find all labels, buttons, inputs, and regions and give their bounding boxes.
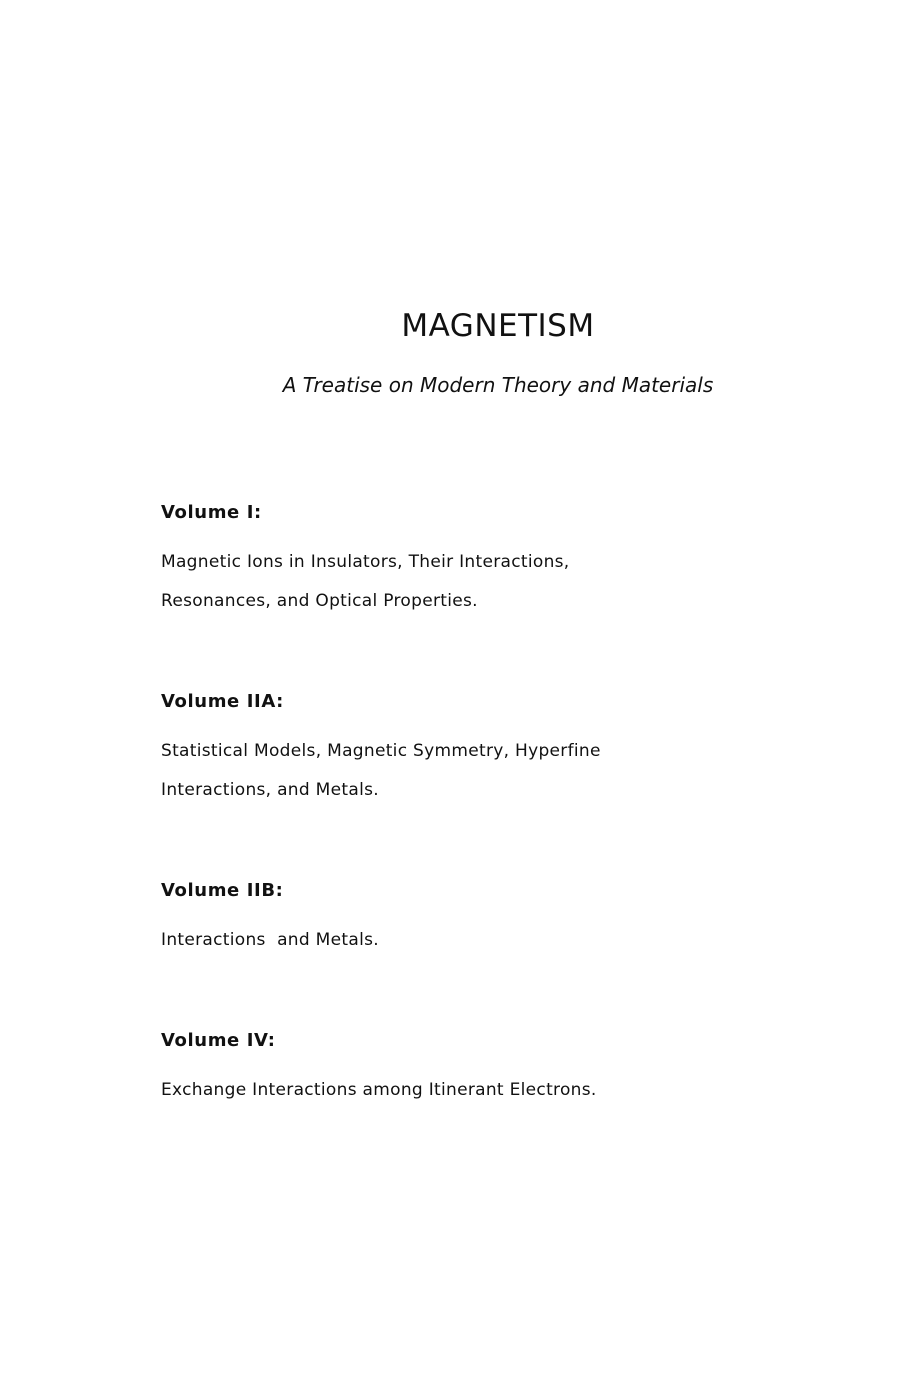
volume-description-line: Interactions and Metals. — [161, 930, 379, 950]
volume-description-line: Resonances, and Optical Properties. — [161, 591, 478, 611]
volume-entry — [161, 691, 861, 801]
volume-heading: Volume IIA: — [161, 691, 284, 712]
volume-heading: Volume I: — [161, 502, 262, 523]
book-subtitle: A Treatise on Modern Theory and Materials — [282, 373, 714, 397]
book-title: MAGNETISM — [401, 308, 595, 344]
volume-description-line: Magnetic Ions in Insulators, Their Interactions, — [161, 552, 570, 572]
volume-description-line: Interactions, and Metals. — [161, 780, 379, 800]
volume-description-line: Statistical Models, Magnetic Symmetry, Hyperfine — [161, 741, 601, 761]
volume-description-line: Exchange Interactions among Itinerant Electrons. — [161, 1080, 597, 1100]
volume-entry — [161, 1030, 861, 1101]
volume-heading: Volume IV: — [161, 1030, 276, 1051]
volume-entry — [161, 880, 861, 951]
volume-heading: Volume IIB: — [161, 880, 284, 901]
volume-entry — [161, 502, 861, 612]
